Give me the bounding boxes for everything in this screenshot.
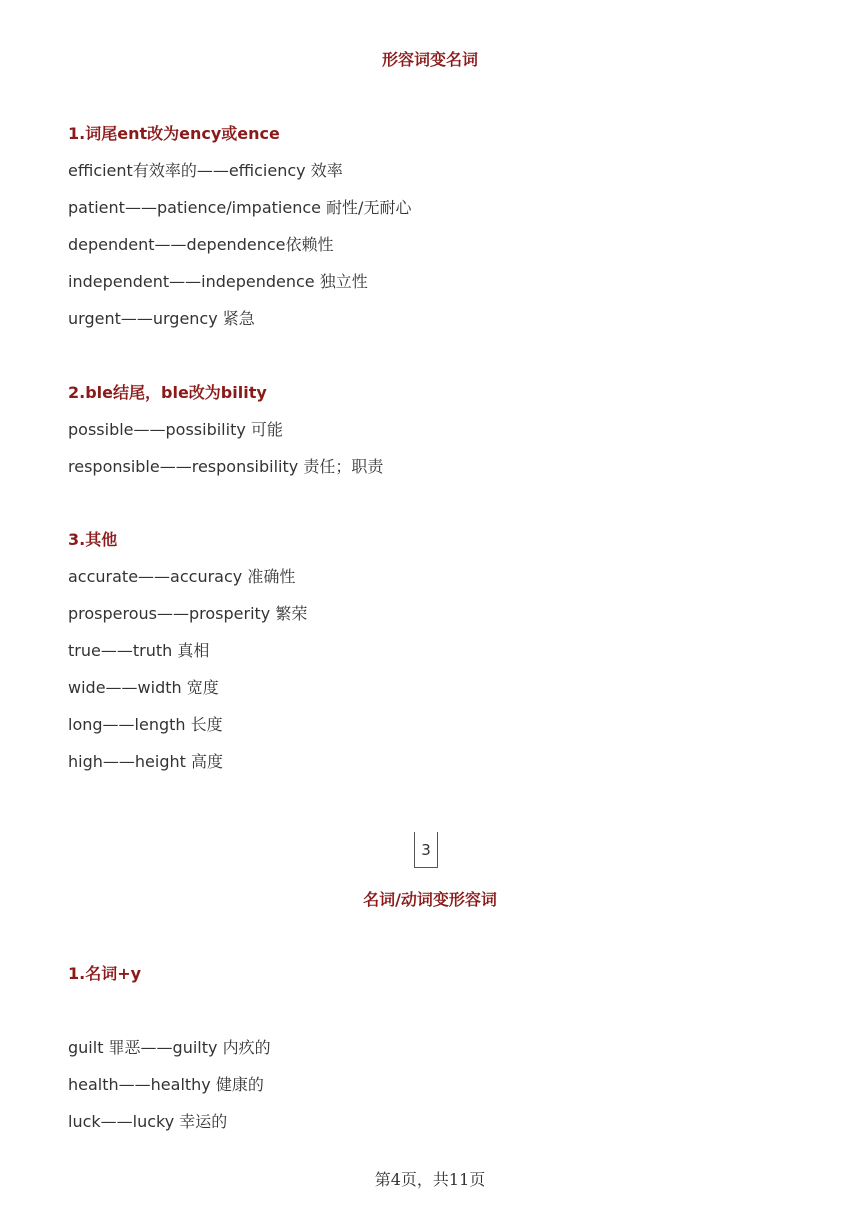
vocab-line: responsible——responsibility 责任；职责	[68, 457, 384, 476]
vocab-line: urgent——urgency 紧急	[68, 309, 255, 328]
vocab-line: long——length 长度	[68, 715, 223, 734]
vocab-line: true——truth 真相	[68, 641, 210, 660]
vocab-line: efficient有效率的——efficiency 效率	[68, 161, 343, 180]
section-heading: 1.词尾ent改为ency或ence	[68, 124, 280, 143]
page-title: 形容词变名词	[381, 50, 478, 69]
section-heading: 2.ble结尾，ble改为bility	[68, 383, 267, 402]
vocab-line: patient——patience/impatience 耐性/无耐心	[68, 198, 412, 217]
vocab-line: guilt 罪恶——guilty 内疚的	[68, 1038, 271, 1057]
vocab-line: dependent——dependence依赖性	[68, 235, 334, 254]
section-heading: 1.名词+y	[68, 964, 142, 983]
vocab-line: accurate——accuracy 准确性	[68, 567, 296, 586]
vocab-line: prosperous——prosperity 繁荣	[68, 604, 308, 623]
vocab-line: independent——independence 独立性	[68, 272, 368, 291]
section-title: 名词/动词变形容词	[363, 890, 497, 909]
part-number-box: 3	[414, 832, 438, 868]
vocab-line: possible——possibility 可能	[68, 420, 283, 439]
vocab-line: health——healthy 健康的	[68, 1075, 264, 1094]
vocab-line: luck——lucky 幸运的	[68, 1112, 228, 1131]
section-heading: 3.其他	[68, 530, 118, 549]
vocab-line: wide——width 宽度	[68, 678, 219, 697]
vocab-line: high——height 高度	[68, 752, 223, 771]
page-footer: 第4页，共11页	[374, 1170, 486, 1189]
